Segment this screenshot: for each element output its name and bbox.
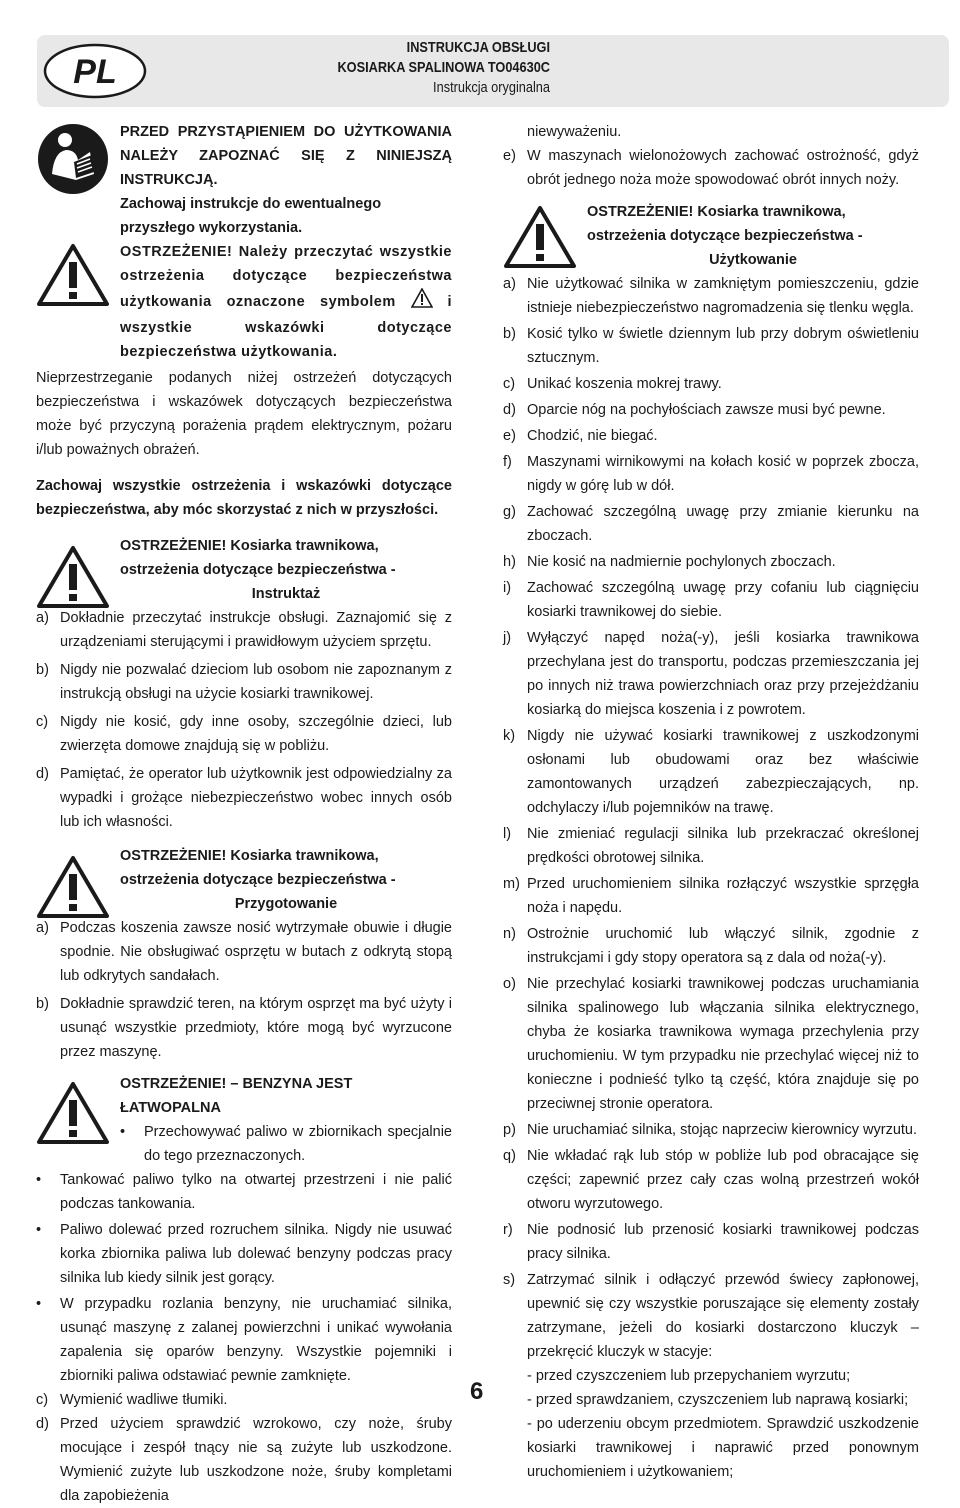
warning-triangle-icon xyxy=(36,854,110,928)
warning-triangle-icon xyxy=(36,242,110,316)
sub-item: - po uderzeniu obcym przedmiotem. Sprawdzić uszkodzenie kosiarki trawnikowej i naprawić przed ponownym uruchomieniem i użytkowaniem; xyxy=(527,1416,919,1480)
sub-list xyxy=(503,1364,919,1484)
list-item: b) Kosić tylko w świetle dziennym lub przy dobrym oświetleniu sztucznym. xyxy=(503,326,919,366)
title-line-1: INSTRUKCJA OBSŁUGI xyxy=(406,39,550,56)
list-item: c) Wymienić wadliwe tłumiki. xyxy=(36,1392,228,1408)
list-item: d) Oparcie nóg na pochyłościach zawsze musi być pewne. xyxy=(503,402,886,418)
list-item: k) Nigdy nie używać kosiarki trawnikowej z uszkodzonymi osłonami lub obudowami oraz bez właściwie zamontowanych urządzeń zabezpieczających, np. odchylaczy i/lub pojemników na trawę. xyxy=(503,728,919,816)
list-item: p) Nie uruchamiać silnika, stojąc naprzeciw kierownicy wyrzutu. xyxy=(503,1122,918,1138)
list-item: • Tankować paliwo tylko na otwartej przestrzeni i nie palić podczas tankowania. xyxy=(36,1172,452,1212)
right-column xyxy=(503,120,919,1484)
sub-item: - przed sprawdzaniem, czyszczeniem lub naprawą kosiarki; xyxy=(527,1392,909,1408)
list-item: r) Nie podnosić lub przenosić kosiarki trawnikowej podczas pracy silnika. xyxy=(503,1222,919,1262)
list-item: • Paliwo dolewać przed rozruchem silnika. Nigdy nie usuwać korka zbiornika paliwa lub dolewać benzyny podczas pracy silnika lub kiedy silnik jest gorący. xyxy=(36,1222,452,1286)
list-item: b) Dokładnie sprawdzić teren, na którym osprzęt ma być użyty i usunąć wszystkie przedmioty, które mogą być wyrzucone przez maszynę. xyxy=(36,996,452,1060)
list-item: a) Dokładnie przeczytać instrukcje obsługi. Zaznajomić się z urządzeniami sterującymi i prawidłowym użyciem sprzętu. xyxy=(36,610,452,650)
instruction-list xyxy=(36,606,452,834)
warning-5-title: OSTRZEŻENIE! Kosiarka trawnikowa, ostrzeżenia dotyczące bezpieczeństwa - xyxy=(587,204,863,244)
warning-symbol-inline-icon xyxy=(411,288,433,316)
list-item: b) Nigdy nie pozwalać dzieciom lub osobom nie zapoznanym z instrukcją obsługi na użycie kosiarki trawnikowej. xyxy=(36,662,452,702)
warning-1-text-b: i wszystkie wskazówki dotyczące bezpieczeństwa użytkowania. xyxy=(120,293,453,360)
intro-bold-2: Zachowaj instrukcje do ewentualnego przyszłego wykorzystania. xyxy=(120,196,382,236)
list-item: s) Zatrzymać silnik i odłączyć przewód świecy zapłonowej, upewnić się czy wszystkie poruszające się elementy zostały zatrzymane, jeżeli do kosiarki dostarczono kluczyk – przekręcić kluczyk w stacyje: xyxy=(503,1272,919,1360)
list-item: a) Nie użytkować silnika w zamkniętym pomieszczeniu, gdzie istnieje niebezpieczeństwo nagromadzenia się tlenku węgla. xyxy=(503,276,919,316)
list-item: h) Nie kosić na nadmiernie pochylonych zboczach. xyxy=(503,554,836,570)
list-item: • W przypadku rozlania benzyny, nie uruchamiać silnika, usunąć maszynę z zalanej powierzchni i unikać wywołania zapalenia się oparów benzyny. Wszystkie pojemniki i zbiorniki paliwa odstawiać pewnie zamknięte. xyxy=(36,1296,452,1384)
title-line-3: Instrukcja oryginalna xyxy=(433,79,550,96)
list-item: n) Ostrożnie uruchomić lub włączyć silnik, zgodnie z instrukcjami i gdy stopy operatora są z dala od noża(-y). xyxy=(503,926,919,966)
warning-2-title: OSTRZEŻENIE! Kosiarka trawnikowa, ostrzeżenia dotyczące bezpieczeństwa - xyxy=(120,538,396,578)
list-item: e) Chodzić, nie biegać. xyxy=(503,428,658,444)
keep-instructions-paragraph: Zachowaj wszystkie ostrzeżenia i wskazówki dotyczące bezpieczeństwa, aby móc skorzystać z nich w przyszłości. xyxy=(36,478,452,518)
preparation-list-2 xyxy=(36,1388,452,1508)
list-item: o) Nie przechylać kosiarki trawnikowej podczas uruchamiania silnika spalinowego lub włączania silnika elektrycznego, chyba że kosiarka trawnikowa wymaga przechylenia przy uruchomieniu. W tym przypadku nie przechylać więcej niż to konieczne i podnieść tylko tą część, która znajduje się po przeciwnej stronie operatora. xyxy=(503,976,919,1112)
list-item: a) Podczas koszenia zawsze nosić wytrzymałe obuwie i długie spodnie. Nie obsługiwać osprzętu w butach z odkrytą stopą lub odkrytych sandałach. xyxy=(36,920,452,984)
fuel-list xyxy=(36,1168,452,1388)
title-line-2: KOSIARKA SPALINOWA TO04630C xyxy=(337,59,550,76)
document-title xyxy=(190,38,550,98)
left-column xyxy=(36,120,452,1508)
preparation-list xyxy=(36,916,452,1064)
list-item: c) Nigdy nie kosić, gdy inne osoby, szczególnie dzieci, lub zwierzęta domowe znajdują się w pobliżu. xyxy=(36,714,452,754)
list-item: j) Wyłączyć napęd noża(-y), jeśli kosiarka trawnikowa przechylana jest do transportu, podczas przemieszczania jej po innych niż trawa powierzchniach oraz przy przejeżdżaniu kosiarką do miejsca koszenia i z powrotem. xyxy=(503,630,919,718)
language-badge-text: PL xyxy=(73,53,117,91)
page-number: 6 xyxy=(470,1378,484,1405)
list-item: g) Zachować szczególną uwagę przy zmianie kierunku na zboczach. xyxy=(503,504,919,544)
warning-paragraph: Nieprzestrzeganie podanych niżej ostrzeżeń dotyczących bezpieczeństwa i wskazówek dotyczących bezpieczeństwa może być przyczyną porażenia prądem elektrycznym, pożaru i/lub poważnych obrażeń. xyxy=(36,370,452,458)
warning-3-title: OSTRZEŻENIE! Kosiarka trawnikowa, ostrzeżenia dotyczące bezpieczeństwa - xyxy=(120,848,396,888)
list-item: d) Pamiętać, że operator lub użytkownik jest odpowiedzialny za wypadki i grożące niebezpieczeństwo wobec innych osób lub ich własności. xyxy=(36,766,452,830)
list-item: e) W maszynach wielonożowych zachować ostrożność, gdyż obrót jednego noża może spowodować obrót innych noży. xyxy=(503,148,919,188)
list-item: c) Unikać koszenia mokrej trawy. xyxy=(503,376,722,392)
warning-5-subtitle: Użytkowanie xyxy=(709,252,797,268)
sub-item: - przed czyszczeniem lub przepychaniem wyrzutu; xyxy=(527,1368,851,1384)
list-item: q) Nie wkładać rąk lub stóp w pobliże lub pod obracające się części; zapewnić przez cały czas wolną przestrzeń wokół otworu wyrzutowego. xyxy=(503,1148,919,1212)
warning-triangle-icon xyxy=(503,204,577,278)
usage-list xyxy=(503,272,919,1364)
warning-4-title: OSTRZEŻENIE! – BENZYNA JEST ŁATWOPALNA xyxy=(120,1076,353,1116)
list-item: d) Przed użyciem sprawdzić wzrokowo, czy noże, śruby mocujące i zespół tnący nie są zużyte lub uszkodzone. Wymienić zużyte lub uszkodzone noże, śruby kompletami dla zapobieżenia xyxy=(36,1416,452,1504)
list-item: • Przechowywać paliwo w zbiornikach specjalnie do tego przeznaczonych. xyxy=(120,1124,452,1164)
warning-3-subtitle: Przygotowanie xyxy=(234,896,338,912)
language-badge xyxy=(42,42,148,100)
continued-text: niewyważeniu. xyxy=(527,124,622,140)
intro-bold-1: PRZED PRZYSTĄPIENIEM DO UŻYTKOWANIA NALEŻY ZAPOZNAĆ SIĘ Z NINIEJSZĄ INSTRUKCJĄ. xyxy=(120,124,452,188)
list-item: f) Maszynami wirnikowymi na kołach kosić w poprzek zbocza, nigdy w górę lub w dół. xyxy=(503,454,919,494)
warning-2-subtitle: Instruktaż xyxy=(251,586,321,602)
list-item: i) Zachować szczególną uwagę przy cofaniu lub ciągnięciu kosiarki trawnikowej do siebie. xyxy=(503,580,919,620)
list-item: m) Przed uruchomieniem silnika rozłączyć wszystkie sprzęgła noża i napędu. xyxy=(503,876,919,916)
warning-triangle-icon xyxy=(36,1080,110,1154)
read-manual-icon xyxy=(36,122,110,204)
list-item: l) Nie zmieniać regulacji silnika lub przekraczać określonej prędkości obrotowej silnika. xyxy=(503,826,919,866)
warning-1-text-a: OSTRZEŻENIE! Należy przeczytać wszystkie ostrzeżenia dotyczące bezpieczeństwa użytkowania oznaczone symbolem xyxy=(120,244,452,310)
warning-triangle-icon xyxy=(36,544,110,618)
